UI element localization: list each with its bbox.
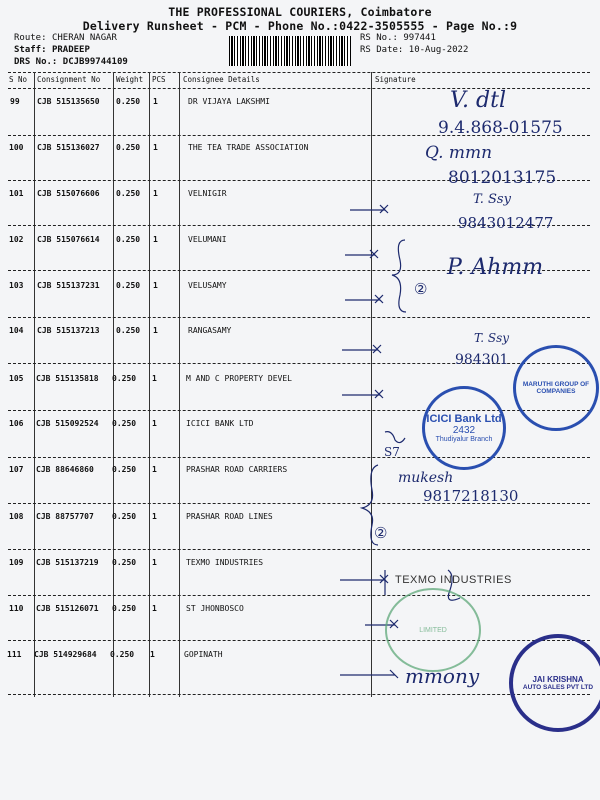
row-consignee: RANGASAMY bbox=[188, 326, 232, 335]
row-sno: 102 bbox=[9, 235, 24, 244]
signature-107: mukesh bbox=[398, 470, 454, 486]
phone-99: 9.4.868-01575 bbox=[438, 118, 563, 138]
row-consignee: ST JHONBOSCO bbox=[186, 604, 244, 613]
drs-value: DCJB99744109 bbox=[62, 57, 128, 67]
row-weight: 0.250 bbox=[116, 189, 141, 198]
pcs-note-103: ② bbox=[414, 280, 428, 298]
row-pcs: 1 bbox=[153, 189, 158, 198]
jai-stamp-top: JAI KRISHNA bbox=[532, 675, 584, 684]
route-label: Route: bbox=[14, 33, 47, 43]
row-weight: 0.250 bbox=[116, 281, 141, 290]
row-sno: 110 bbox=[9, 604, 24, 613]
row-weight: 0.250 bbox=[116, 326, 141, 335]
signature-102: P. Ahmm bbox=[447, 255, 544, 280]
icici-stamp-branch: Thudiyalur Branch bbox=[435, 436, 493, 443]
row-weight: 0.250 bbox=[112, 419, 137, 428]
staff-label: Staff: bbox=[14, 45, 47, 55]
rs-date-value: 10-Aug-2022 bbox=[408, 45, 469, 55]
staff-value: PRADEEP bbox=[51, 45, 90, 55]
row-weight: 0.250 bbox=[112, 512, 137, 521]
row-consignee: THE TEA TRADE ASSOCIATION bbox=[188, 143, 309, 152]
row-sno: 107 bbox=[9, 465, 24, 474]
row-weight: 0.250 bbox=[112, 465, 137, 474]
route-value: CHERAN NAGAR bbox=[51, 33, 117, 43]
col-consignment: Consignment No bbox=[37, 75, 101, 84]
green-stamp: LIMITED bbox=[385, 588, 481, 672]
rs-no-value: 997441 bbox=[403, 33, 436, 43]
row-sno: 105 bbox=[9, 374, 24, 383]
company-title: THE PROFESSIONAL COURIERS, Coimbatore bbox=[168, 5, 432, 19]
row-weight: 0.250 bbox=[116, 235, 141, 244]
col-consignee: Consignee Details bbox=[183, 75, 260, 84]
row-consignment: CJB 515137213 bbox=[37, 326, 100, 335]
row-consignment: CJB 515136027 bbox=[37, 143, 100, 152]
texmo-stamp: TEXMO INDUSTRIES bbox=[395, 574, 512, 586]
row-pcs: 1 bbox=[150, 650, 155, 659]
row-pcs: 1 bbox=[153, 281, 158, 290]
row-weight: 0.250 bbox=[112, 558, 137, 567]
row-weight: 0.250 bbox=[116, 97, 141, 106]
note-106: S7 bbox=[384, 445, 400, 459]
row-weight: 0.250 bbox=[112, 374, 137, 383]
row-pcs: 1 bbox=[153, 97, 158, 106]
signature-99: V. dtl bbox=[450, 88, 506, 113]
row-sno: 99 bbox=[10, 97, 20, 106]
rs-no-label: RS No.: bbox=[360, 33, 398, 43]
row-consignee: DR VIJAYA LAKSHMI bbox=[188, 97, 270, 106]
icici-stamp-name: ICICI Bank Ltd bbox=[426, 413, 502, 425]
row-consignee: VELUMANI bbox=[188, 235, 227, 244]
row-consignee: M AND C PROPERTY DEVEL bbox=[186, 374, 292, 383]
jai-krishna-stamp bbox=[509, 634, 600, 732]
signature-100: Q. mmn bbox=[425, 143, 493, 163]
row-consignment: CJB 88646860 bbox=[36, 465, 94, 474]
row-sno: 103 bbox=[9, 281, 24, 290]
row-consignee: VELUSAMY bbox=[188, 281, 227, 290]
row-pcs: 1 bbox=[153, 143, 158, 152]
row-consignment: CJB 88757707 bbox=[36, 512, 94, 521]
row-weight: 0.250 bbox=[110, 650, 135, 659]
row-consignee: GOPINATH bbox=[184, 650, 223, 659]
row-weight: 0.250 bbox=[112, 604, 137, 613]
row-consignee: PRASHAR ROAD LINES bbox=[186, 512, 273, 521]
icici-stamp bbox=[422, 386, 506, 470]
phone-101: 9843012477 bbox=[458, 214, 554, 232]
row-consignee: TEXMO INDUSTRIES bbox=[186, 558, 264, 567]
phone-107: 9817218130 bbox=[423, 487, 519, 505]
row-sno: 100 bbox=[9, 143, 24, 152]
row-consignment: CJB 515092524 bbox=[36, 419, 99, 428]
row-consignee: VELNIGIR bbox=[188, 189, 227, 198]
signature-111: mmony bbox=[405, 664, 480, 688]
rs-date-label: RS Date: bbox=[360, 45, 404, 55]
phone-104: 984301 bbox=[455, 352, 509, 368]
col-signature: Signature bbox=[375, 75, 416, 84]
signature-104: T. Ssy bbox=[474, 331, 510, 345]
row-pcs: 1 bbox=[152, 604, 157, 613]
row-consignee: PRASHAR ROAD CARRIERS bbox=[186, 465, 288, 474]
col-weight: Weight bbox=[116, 75, 144, 84]
row-sno: 106 bbox=[9, 419, 24, 428]
row-consignment: CJB 515076614 bbox=[37, 235, 100, 244]
col-sno: S No bbox=[9, 75, 28, 84]
row-sno: 111 bbox=[7, 650, 22, 659]
row-consignment: CJB 515126071 bbox=[36, 604, 99, 613]
row-pcs: 1 bbox=[152, 558, 157, 567]
row-sno: 101 bbox=[9, 189, 24, 198]
row-pcs: 1 bbox=[153, 326, 158, 335]
row-pcs: 1 bbox=[152, 512, 157, 521]
row-sno: 108 bbox=[9, 512, 24, 521]
icici-stamp-number: 2432 bbox=[452, 425, 476, 436]
phone-100: 8012013175 bbox=[448, 168, 557, 188]
row-consignment: CJB 514929684 bbox=[34, 650, 97, 659]
row-consignment: CJB 515135650 bbox=[37, 97, 100, 106]
row-consignee: ICICI BANK LTD bbox=[186, 419, 254, 428]
signature-101: T. Ssy bbox=[473, 192, 511, 207]
runsheet-subtitle: Delivery Runsheet - PCM - Phone No.:0422-3505555 - Page No.:9 bbox=[82, 19, 518, 33]
col-pcs: PCS bbox=[152, 75, 166, 84]
pcs-note-108: ② bbox=[374, 524, 388, 542]
row-sno: 104 bbox=[9, 326, 24, 335]
row-consignment: CJB 515137219 bbox=[36, 558, 99, 567]
maruthi-stamp: MARUTHI GROUP OF COMPANIES bbox=[513, 345, 599, 431]
row-weight: 0.250 bbox=[116, 143, 141, 152]
row-pcs: 1 bbox=[152, 374, 157, 383]
row-sno: 109 bbox=[9, 558, 24, 567]
row-pcs: 1 bbox=[152, 465, 157, 474]
row-consignment: CJB 515076606 bbox=[37, 189, 100, 198]
row-consignment: CJB 515137231 bbox=[37, 281, 100, 290]
row-pcs: 1 bbox=[153, 235, 158, 244]
row-pcs: 1 bbox=[152, 419, 157, 428]
row-consignment: CJB 515135818 bbox=[36, 374, 99, 383]
jai-stamp-bottom: AUTO SALES PVT LTD bbox=[522, 684, 594, 691]
drs-label: DRS No.: bbox=[14, 57, 58, 67]
